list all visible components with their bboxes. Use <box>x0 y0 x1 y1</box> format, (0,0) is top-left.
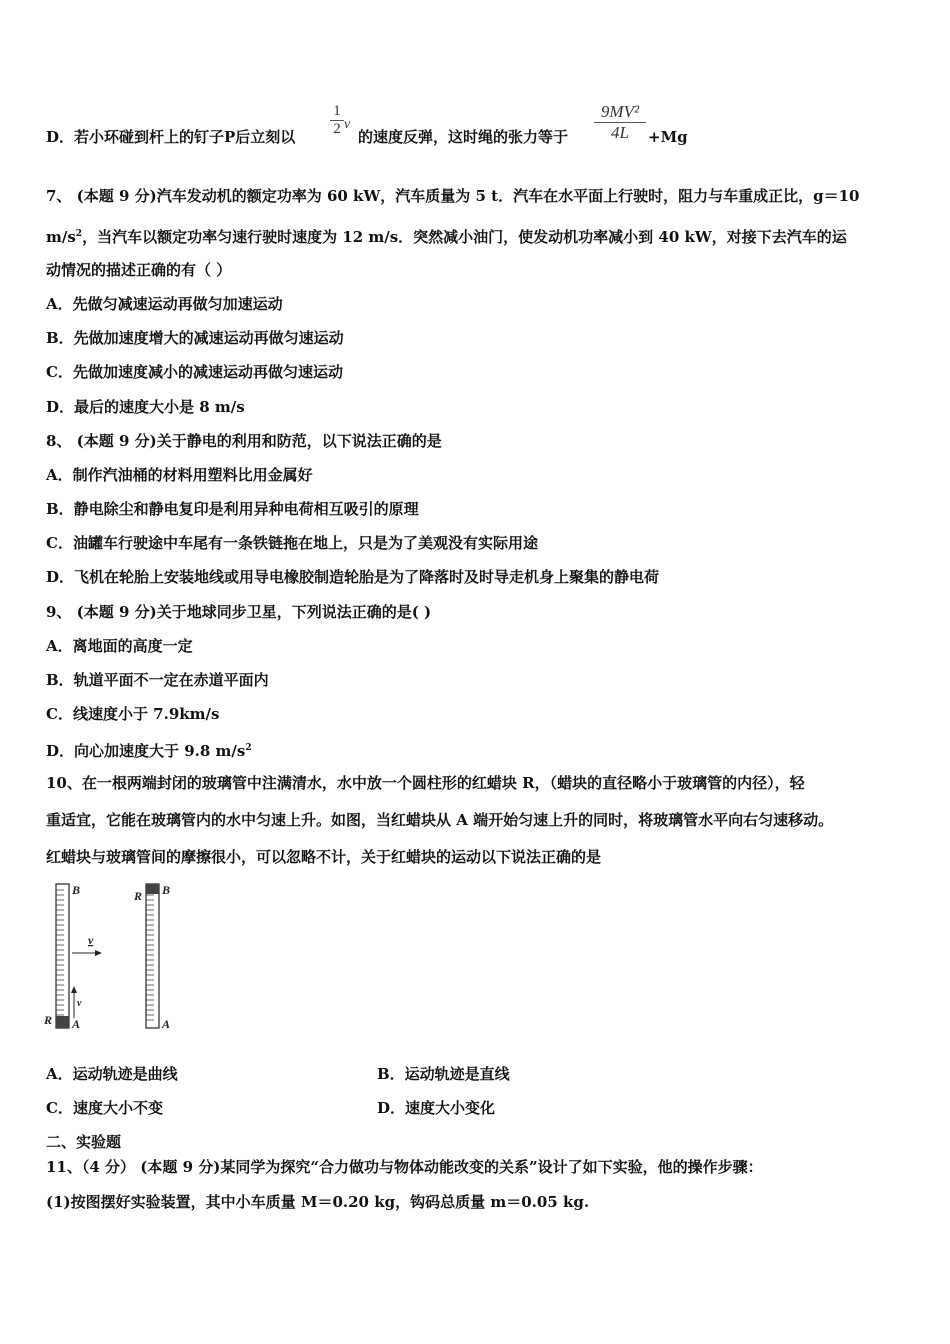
q9-option-c: C．线速度小于 7.9km/s <box>46 705 220 723</box>
label-b-left: B <box>72 883 81 897</box>
section-heading-experiment: 二、实验题 <box>46 1133 122 1151</box>
q7-option-a: A．先做匀减速运动再做匀加速运动 <box>46 295 283 313</box>
label-b-right: B <box>162 883 171 897</box>
q6-option-d-middle: 的速度反弹，这时绳的张力等于 <box>358 128 569 146</box>
q8-option-d: D．飞机在轮胎上安装地线或用导电橡胶制造轮胎是为了降落时及时导走机身上聚集的静电荷 <box>46 568 660 586</box>
label-r-left: R <box>44 1013 53 1027</box>
q10-option-d: D．速度大小变化 <box>377 1099 496 1117</box>
q10-stem-line2: 重适宜，它能在玻璃管内的水中匀速上升。如图，当红蜡块从 A 端开始匀速上升的同时，将玻璃管水平向右匀速移动。 <box>46 811 834 829</box>
label-v-horizontal: v <box>88 933 94 947</box>
q10-option-c: C．速度大小不变 <box>46 1099 163 1117</box>
q7-stem-line3: 动情况的描述正确的有（ ） <box>46 261 232 279</box>
red-wax-block-right <box>146 884 159 894</box>
q7-stem-line2: $m/s^2$，当汽车以额定功率匀速行驶时速度为 12 m/s．突然减小油门，使发动机功率减小到 40 kW，对接下去汽车的运 <box>46 228 847 246</box>
q7-option-c: C．先做加速度减小的减速运动再做匀速运动 <box>46 363 343 381</box>
q10-stem-line1: 10、在一根两端封闭的玻璃管中注满清水，水中放一个圆柱形的红蜡块 R，（蜡块的直径略小于玻璃管的内径），轻 <box>46 774 805 792</box>
fraction-one-half: 1 2 <box>330 103 344 138</box>
q7-option-d: D．最后的速度大小是 8 m/s <box>46 398 245 416</box>
q8-option-c: C．油罐车行驶途中车尾有一条铁链拖在地上，只是为了美观没有实际用途 <box>46 534 538 552</box>
glass-tube-figure <box>40 878 190 1042</box>
q10-option-b: B．运动轨迹是直线 <box>377 1065 510 1083</box>
q9-option-b: B．轨道平面不一定在赤道平面内 <box>46 671 269 689</box>
label-a-right: A <box>162 1017 171 1031</box>
q8-stem: 8、 (本题 9 分)关于静电的利用和防范，以下说法正确的是 <box>46 432 442 450</box>
fraction-tension: 9MV² 4L <box>594 102 646 143</box>
q9-stem: 9、 (本题 9 分)关于地球同步卫星，下列说法正确的是( ) <box>46 603 432 621</box>
fraction-variable-v: v <box>344 117 351 132</box>
q10-stem-line3: 红蜡块与玻璃管间的摩擦很小，可以忽略不计，关于红蜡块的运动以下说法正确的是 <box>46 848 602 866</box>
q7-stem-line1: 7、 (本题 9 分)汽车发动机的额定功率为 60 kW，汽车质量为 5 t．汽车在水平面上行驶时，阻力与车重成正比，g＝10 <box>46 187 860 205</box>
q6-option-d: D．若小环碰到杆上的钉子P后立刻以 <box>46 128 296 146</box>
q9-option-d: D．向心加速度大于 9.8 $m/s^2$ <box>46 742 252 760</box>
q9-option-a: A．离地面的高度一定 <box>46 637 193 655</box>
q11-step1: (1)按图摆好实验装置，其中小车质量 M＝0.20 kg，钩码总质量 m＝0.05 kg. <box>46 1193 590 1211</box>
label-a-left: A <box>72 1017 81 1031</box>
label-v-vertical: v <box>77 998 82 1009</box>
q7-option-b: B．先做加速度增大的减速运动再做匀速运动 <box>46 329 344 347</box>
q10-option-a: A．运动轨迹是曲线 <box>46 1065 178 1083</box>
q6-option-d-end: +Mg <box>648 128 688 146</box>
q8-option-a: A．制作汽油桶的材料用塑料比用金属好 <box>46 466 313 484</box>
glass-tube-diagram <box>40 878 190 1038</box>
tube-right <box>146 884 159 1028</box>
label-r-right: R <box>134 889 143 903</box>
red-wax-block-left <box>56 1016 69 1028</box>
q11-stem: 11、（4 分） (本题 9 分)某同学为探究“合力做功与物体动能改变的关系”设计了如下实验，他的操作步骤： <box>46 1158 763 1176</box>
q8-option-b: B．静电除尘和静电复印是利用异种电荷相互吸引的原理 <box>46 500 419 518</box>
